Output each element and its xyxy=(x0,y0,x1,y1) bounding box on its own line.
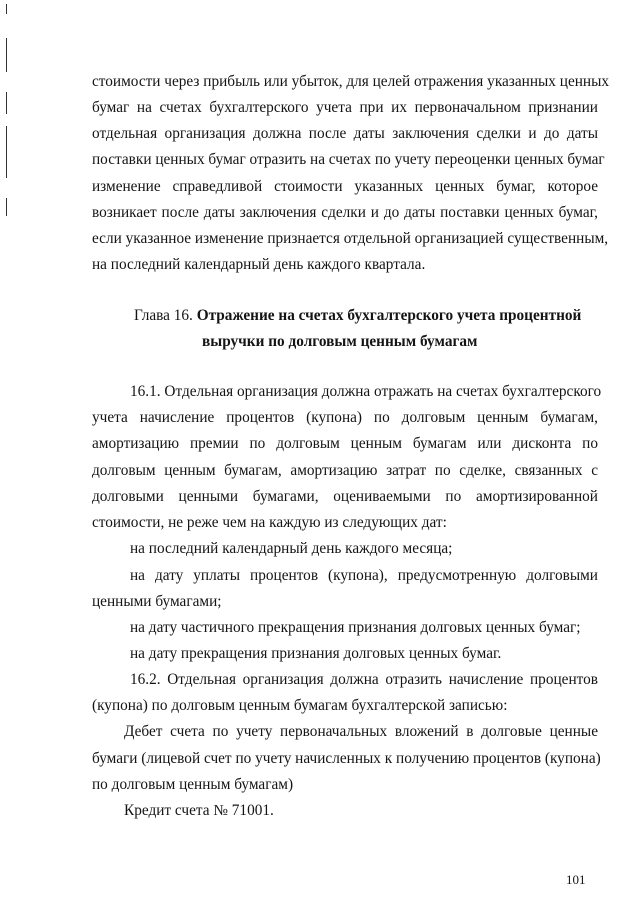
list-item: на дату уплаты процентов (купона), предусмотренную долговыми xyxy=(130,567,598,584)
text-line: 16.2. Отдельная организация должна отразить начисление процентов xyxy=(130,671,598,688)
text-line: (купона) по долговым ценным бумагам бухгалтерской записью: xyxy=(92,697,508,714)
text-line: бумаг на счетах бухгалтерского учета при их первоначальном признании xyxy=(92,99,598,116)
page-number: 101 xyxy=(566,872,586,887)
scan-edge-mark xyxy=(6,38,7,72)
scan-edge-mark xyxy=(6,4,7,14)
text-line: возникает после даты заключения сделки и до даты поставки ценных бумаг, xyxy=(92,204,598,221)
debit-line: Дебет счета по учету первоначальных вложений в долговые ценные xyxy=(124,723,598,740)
list-item-cont: ценными бумагами; xyxy=(92,593,222,610)
debit-line: по долговым ценным бумагам) xyxy=(92,776,294,793)
text-line: долговым ценным бумагам, амортизацию затрат по сделке, связанных с xyxy=(92,462,598,479)
chapter-number: Глава 16. xyxy=(134,307,193,324)
text-line: долговыми ценными бумагами, оцениваемыми по амортизированной xyxy=(92,488,598,505)
chapter-heading-line-1 xyxy=(134,306,598,326)
chapter-title: Отражение на счетах бухгалтерского учета процентной xyxy=(196,307,582,324)
text-line: 16.1. Отдельная организация должна отражать на счетах бухгалтерского xyxy=(130,383,602,400)
debit-line: бумаги (лицевой счет по учету начисленных к получению процентов (купона) xyxy=(92,750,601,767)
text-line: на последний календарный день каждого квартала. xyxy=(92,256,426,273)
list-item: на дату прекращения признания долговых ценных бумаг. xyxy=(130,645,502,662)
text-line: поставки ценных бумаг отразить на счетах по учету переоценки ценных бумаг xyxy=(92,151,605,168)
text-line: стоимости, не реже чем на каждую из следующих дат: xyxy=(92,514,447,531)
chapter-heading-line-2 xyxy=(202,332,477,352)
scan-edge-mark xyxy=(6,198,7,216)
list-item: на дату частичного прекращения признания долговых ценных бумаг; xyxy=(130,619,581,636)
scan-edge-mark xyxy=(6,126,7,178)
list-item: на последний календарный день каждого месяца; xyxy=(130,540,453,557)
text-line: отдельная организация должна после даты заключения сделки и до даты xyxy=(92,125,598,142)
chapter-title-cont: выручки по долговым ценным бумагам xyxy=(202,333,478,350)
text-line: амортизацию премии по долговым ценным бумагам или дисконта по xyxy=(92,435,598,452)
text-line: если указанное изменение признается отдельной организацией существенным, xyxy=(92,230,609,247)
credit-line: Кредит счета № 71001. xyxy=(124,802,274,819)
text-line: учета начисление процентов (купона) по долговым ценным бумагам, xyxy=(92,409,598,426)
text-line: изменение справедливой стоимости указанных ценных бумаг, которое xyxy=(92,178,598,195)
scan-edge-mark xyxy=(6,92,7,114)
text-line: стоимости через прибыль или убыток, для целей отражения указанных ценных xyxy=(92,73,610,90)
